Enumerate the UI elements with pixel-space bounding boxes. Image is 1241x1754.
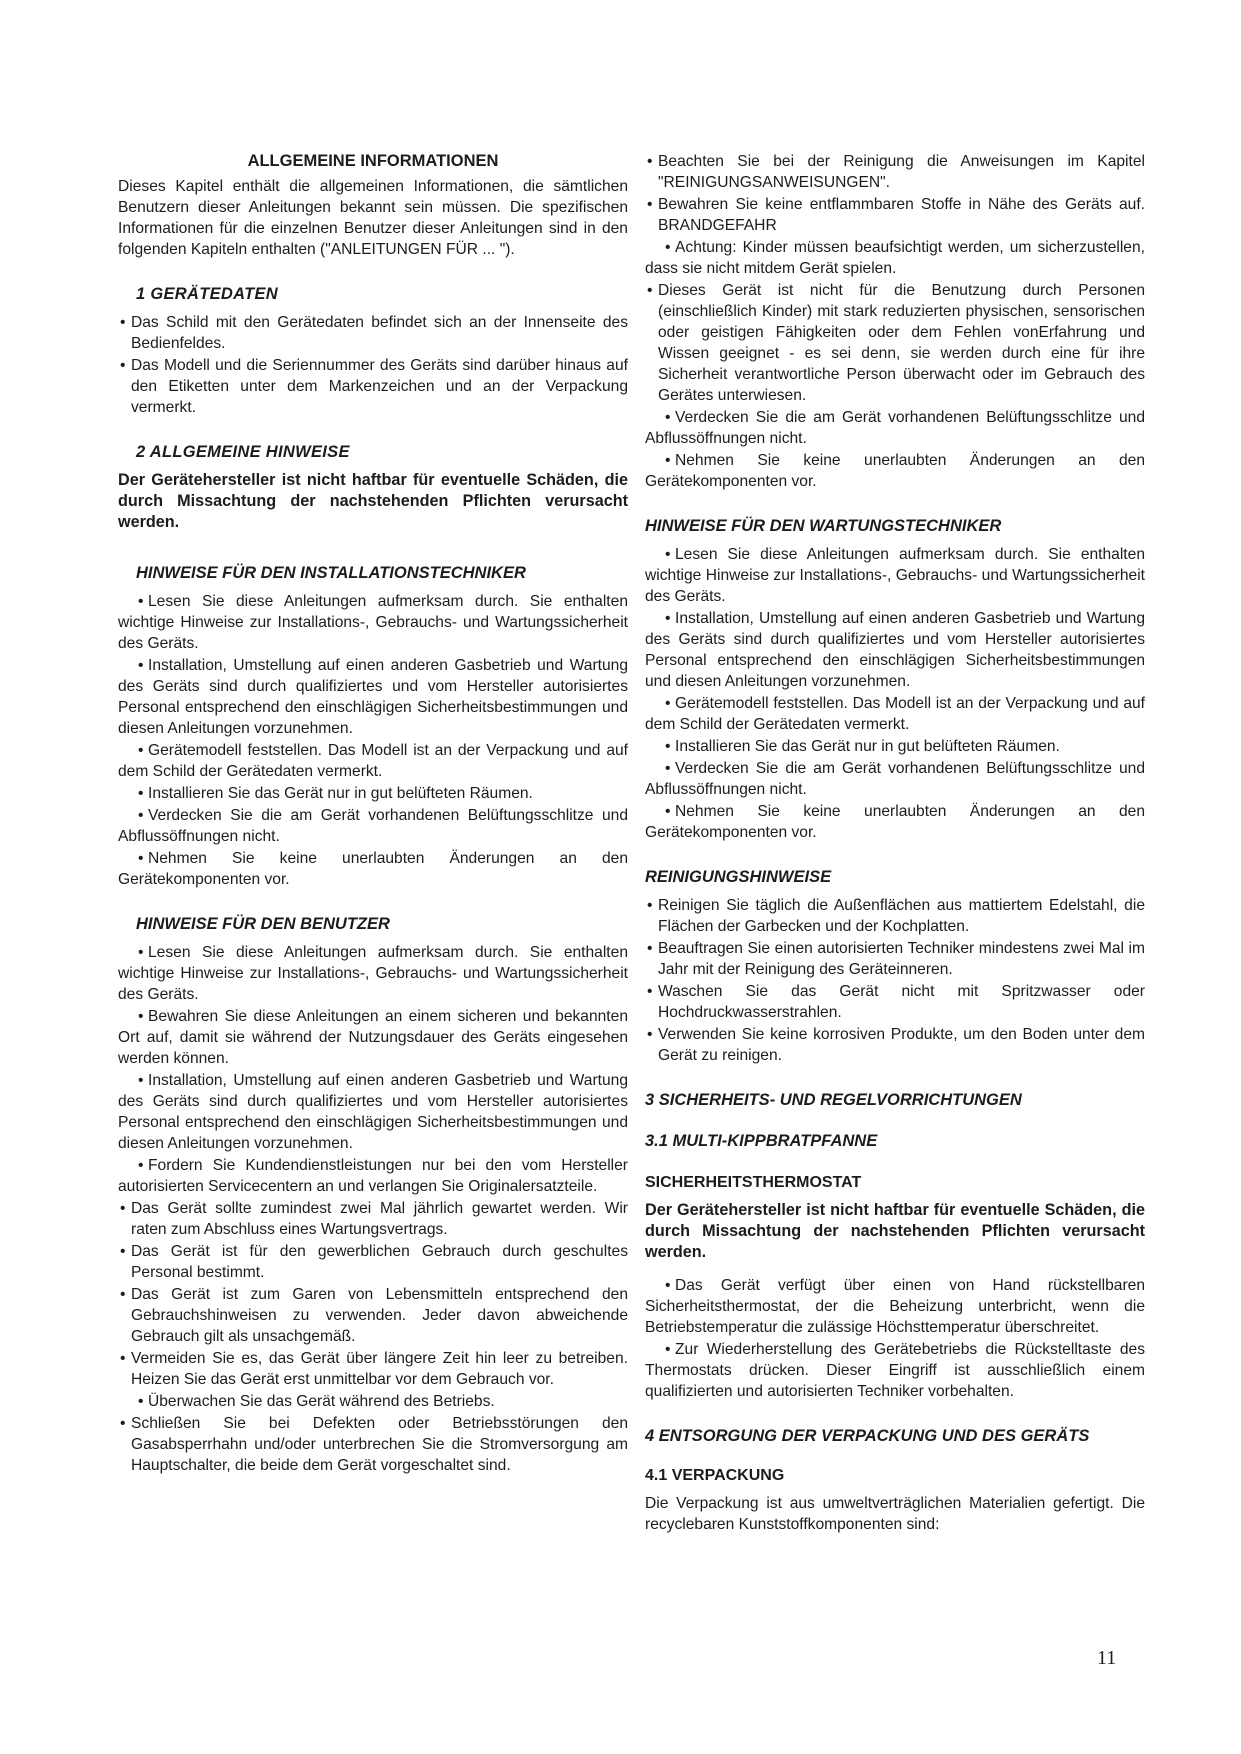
section-4-1-text: Die Verpackung ist aus umweltverträglichen Materialien gefertigt. Die recyclebaren Kunststoffkomponenten sind: xyxy=(645,1495,1145,1533)
list-item: • Lesen Sie diese Anleitungen aufmerksam durch. Sie enthalten wichtige Hinweise zur Installations-, Gebrauchs- und Wartungssicherheit des Geräts. xyxy=(645,544,1145,607)
general-info-intro: Dieses Kapitel enthält die allgemeinen Informationen, die sämtlichen Benutzern dieser Anleitungen bekannt sein müssen. Die speziﬁschen Informationen für die einzelnen Benutzer dieser Anleitungen sind in den folgenden Kapiteln enthalten ("ANLEITUNGEN FÜR ... "). xyxy=(118,178,628,258)
general-info-title: ALLGEMEINE INFORMATIONEN xyxy=(247,152,499,170)
user-heading: HINWEISE FÜR DEN BENUTZER xyxy=(136,915,390,933)
list-item: • Vermeiden Sie es, das Gerät über längere Zeit hin leer zu betreiben. Heizen Sie das Gerät erst unmittelbar vor dem Gebrauch vor. xyxy=(118,1348,628,1390)
section-2-heading: 2 ALLGEMEINE HINWEISE xyxy=(136,443,350,461)
user-cont-list-b xyxy=(645,237,1145,279)
list-item: • Verwenden Sie keine korrosiven Produkte, um den Boden unter dem Gerät zu reinigen. xyxy=(645,1024,1145,1066)
list-item: • Gerätemodell feststellen. Das Modell ist an der Verpackung und auf dem Schild der Gerätedaten vermerkt. xyxy=(645,693,1145,735)
list-item: • Zur Wiederherstellung des Gerätebetriebs die Rückstelltaste des Thermostats drücken. Dieser Eingriff ist ausschließlich einem qualiﬁzierten und autorisierten Techniker vorbehalten. xyxy=(645,1339,1145,1402)
list-item: • Das Gerät ist für den gewerblichen Gebrauch durch geschultes Personal bestimmt. xyxy=(118,1241,628,1283)
list-item: • Lesen Sie diese Anleitungen aufmerksam durch. Sie enthalten wichtige Hinweise zur Installations-, Gebrauchs- und Wartungssicherheit des Geräts. xyxy=(118,591,628,654)
right-column xyxy=(645,151,1145,1535)
list-item: • Das Gerät sollte zumindest zwei Mal jährlich gewartet werden. Wir raten zum Abschluss eines Wartungsvertrags. xyxy=(118,1198,628,1240)
list-item: • Installation, Umstellung auf einen anderen Gasbetrieb und Wartung des Geräts sind durch qualiﬁziertes und vom Hersteller autorisiertes Personal entsprechend den einschlägigen Sicherheitsbestimmungen und diesen Anleitungen vorzunehmen. xyxy=(118,655,628,739)
list-item: • Verdecken Sie die am Gerät vorhandenen Belüftungsschlitze und Abﬂussöffnungen nicht. xyxy=(645,758,1145,800)
list-item: • Das Gerät verfügt über einen von Hand rückstellbaren Sicherheitsthermostat, der die Beheizung unterbricht, wenn die Betriebstemperatur die zulässige Höchsttemperatur überschreitet. xyxy=(645,1275,1145,1338)
thermostat-list xyxy=(645,1275,1145,1402)
thermostat-heading: SICHERHEITSTHERMOSTAT xyxy=(645,1174,862,1191)
list-item: • Das Gerät ist zum Garen von Lebensmitteln entsprechend den Gebrauchshinweisen zu verwenden. Jeder davon abweichende Gebrauch gilt als unsachgemäß. xyxy=(118,1284,628,1347)
list-item: • Überwachen Sie das Gerät während des Betriebs. xyxy=(118,1391,628,1412)
user-list-d xyxy=(118,1413,628,1476)
user-list-b xyxy=(118,1198,628,1390)
section-4-1-heading: 4.1 VERPACKUNG xyxy=(645,1467,785,1484)
list-item: • Bewahren Sie diese Anleitungen an einem sicheren und bekannten Ort auf, damit sie während der Nutzungsdauer des Geräts eingesehen werden können. xyxy=(118,1006,628,1069)
list-item: • Nehmen Sie keine unerlaubten Änderungen an den Gerätekomponenten vor. xyxy=(645,450,1145,492)
section-3-1-heading: 3.1 MULTI-KIPPBRATPFANNE xyxy=(645,1132,878,1150)
page-number: 11 xyxy=(1097,1647,1117,1669)
maintenance-heading: HINWEISE FÜR DEN WARTUNGSTECHNIKER xyxy=(645,517,1002,535)
section-1-list xyxy=(118,312,628,418)
maintenance-list xyxy=(645,544,1145,843)
section-4-heading: 4 ENTSORGUNG DER VERPACKUNG UND DES GERÄTS xyxy=(645,1427,1090,1445)
list-item: • Schließen Sie bei Defekten oder Betriebsstörungen den Gasabsperrhahn und/oder unterbrechen Sie die Stromversorgung am Hauptschalter, die beide dem Gerät vorgeschaltet sind. xyxy=(118,1413,628,1476)
list-item: • Nehmen Sie keine unerlaubten Änderungen an den Gerätekomponenten vor. xyxy=(645,801,1145,843)
left-column xyxy=(118,151,628,1477)
liability-warning: Der Gerätehersteller ist nicht haftbar für eventuelle Schäden, die durch Missachtung der nachstehenden Pﬂichten verursacht werden. xyxy=(118,471,628,531)
list-item: • Beauftragen Sie einen autorisierten Techniker mindestens zwei Mal im Jahr mit der Reinigung des Geräteinneren. xyxy=(645,938,1145,980)
list-item: • Beachten Sie bei der Reinigung die Anweisungen im Kapitel "REINIGUNGSANWEISUNGEN". xyxy=(645,151,1145,193)
thermostat-warning: Der Gerätehersteller ist nicht haftbar für eventuelle Schäden, die durch Missachtung der nachstehenden Pﬂichten verursacht werden. xyxy=(645,1201,1145,1261)
section-3-heading: 3 SICHERHEITS- UND REGELVORRICHTUNGEN xyxy=(645,1091,1022,1109)
user-list-a xyxy=(118,942,628,1197)
user-cont-list-d xyxy=(645,407,1145,492)
user-cont-list-a xyxy=(645,151,1145,236)
list-item: • Achtung: Kinder müssen beaufsichtigt werden, um sicherzustellen, dass sie nicht mitdem Gerät spielen. xyxy=(645,237,1145,279)
list-item: • Installation, Umstellung auf einen anderen Gasbetrieb und Wartung des Geräts sind durch qualiﬁziertes und vom Hersteller autorisiertes Personal entsprechend den einschlägigen Sicherheitsbestimmungen und diesen Anleitungen vorzunehmen. xyxy=(118,1070,628,1154)
cleaning-heading: REINIGUNGSHINWEISE xyxy=(645,868,832,886)
list-item: • Installieren Sie das Gerät nur in gut belüfteten Räumen. xyxy=(118,783,628,804)
section-1-heading: 1 GERÄTEDATEN xyxy=(136,285,279,303)
installer-list xyxy=(118,591,628,890)
list-item: • Reinigen Sie täglich die Außenﬂächen aus mattiertem Edelstahl, die Flächen der Garbecken und der Kochplatten. xyxy=(645,895,1145,937)
list-item: • Installation, Umstellung auf einen anderen Gasbetrieb und Wartung des Geräts sind durch qualiﬁziertes und vom Hersteller autorisiertes Personal entsprechend den einschlägigen Sicherheitsbestimmungen und diesen Anleitungen vorzunehmen. xyxy=(645,608,1145,692)
user-list-c xyxy=(118,1391,628,1412)
user-cont-list-c xyxy=(645,280,1145,406)
list-item: • Dieses Gerät ist nicht für die Benutzung durch Personen (einschließlich Kinder) mit stark reduzierten physischen, sensorischen oder geistigen Fähigkeiten oder dem Fehlen vonErfahrung und Wissen geeignet - es sei denn, sie werden durch eine für ihre Sicherheit verantwortliche Person überwacht oder im Gebrauch des Gerätes unterwiesen. xyxy=(645,280,1145,406)
list-item: • Gerätemodell feststellen. Das Modell ist an der Verpackung und auf dem Schild der Gerätedaten vermerkt. xyxy=(118,740,628,782)
list-item: • Waschen Sie das Gerät nicht mit Spritzwasser oder Hochdruckwasserstrahlen. xyxy=(645,981,1145,1023)
list-item: • Das Modell und die Seriennummer des Geräts sind darüber hinaus auf den Etiketten unter dem Markenzeichen und an der Verpackung vermerkt. xyxy=(118,355,628,418)
cleaning-list xyxy=(645,895,1145,1066)
list-item: • Das Schild mit den Gerätedaten beﬁndet sich an der Innenseite des Bedienfeldes. xyxy=(118,312,628,354)
installer-heading: HINWEISE FÜR DEN INSTALLATIONSTECHNIKER xyxy=(136,564,526,582)
list-item: • Verdecken Sie die am Gerät vorhandenen Belüftungsschlitze und Abﬂussöffnungen nicht. xyxy=(118,805,628,847)
list-item: • Fordern Sie Kundendienstleistungen nur bei den vom Hersteller autorisierten Servicecentern an und verlangen Sie Originalersatzteile. xyxy=(118,1155,628,1197)
list-item: • Lesen Sie diese Anleitungen aufmerksam durch. Sie enthalten wichtige Hinweise zur Installations-, Gebrauchs- und Wartungssicherheit des Geräts. xyxy=(118,942,628,1005)
list-item: • Installieren Sie das Gerät nur in gut belüfteten Räumen. xyxy=(645,736,1145,757)
list-item: • Verdecken Sie die am Gerät vorhandenen Belüftungsschlitze und Abﬂussöffnungen nicht. xyxy=(645,407,1145,449)
list-item: • Nehmen Sie keine unerlaubten Änderungen an den Gerätekomponenten vor. xyxy=(118,848,628,890)
list-item: • Bewahren Sie keine entﬂammbaren Stoffe in Nähe des Geräts auf. BRANDGEFAHR xyxy=(645,194,1145,236)
